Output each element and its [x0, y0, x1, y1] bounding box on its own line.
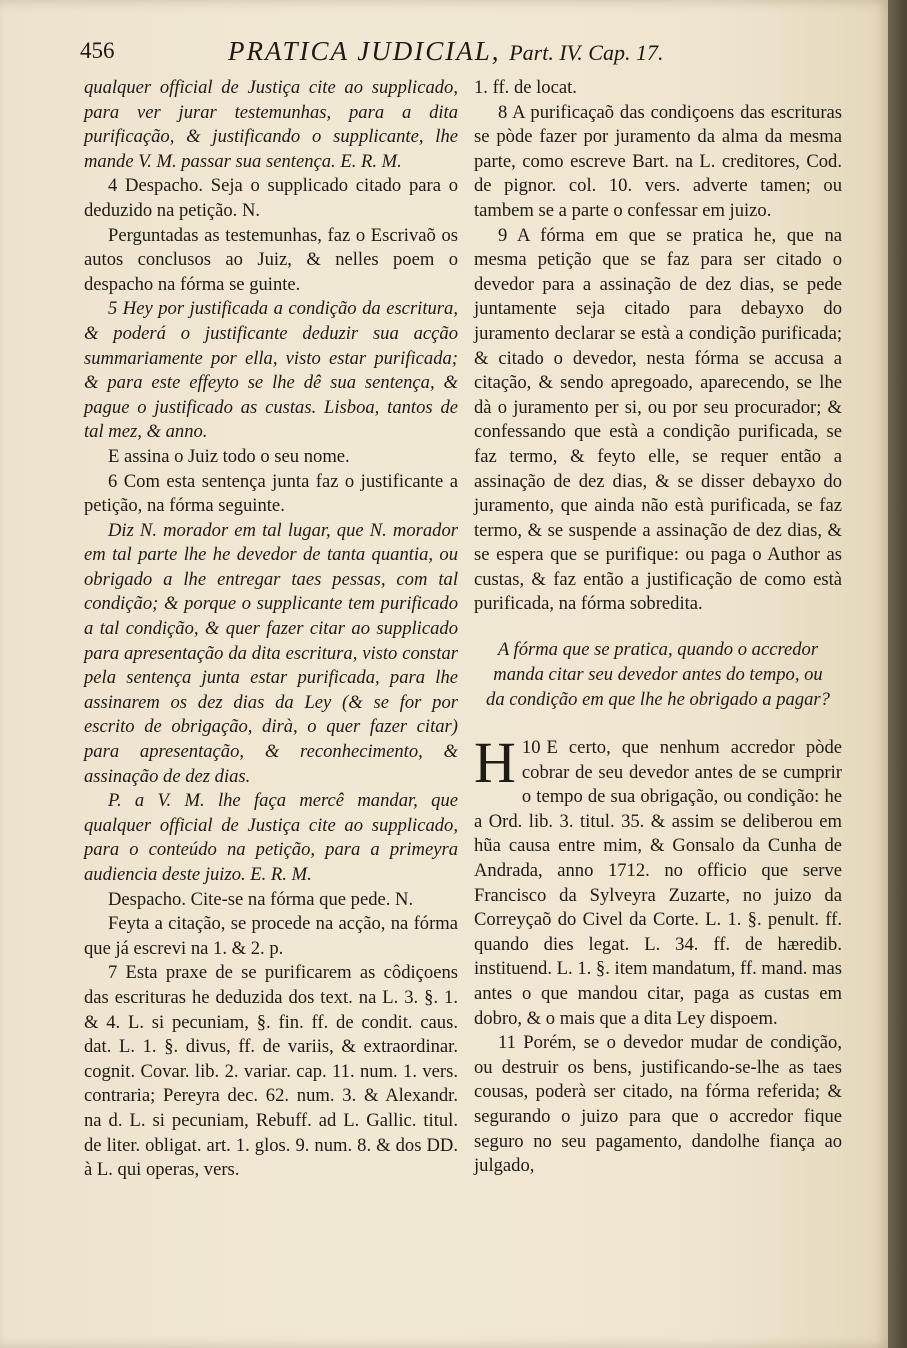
- left-column: [84, 76, 458, 1183]
- right-paragraph: 9 A fórma em que se pratica he, que na mesma petição que se faz para ser citado o devedor para a assinação de dez dias, se pede juntamente seja citado para debayxo do juramento declarar se està a condição purificada; & citado o devedor, nesta fórma se accusa a citação, & sendo apregoado, aparecendo, se lhe dà o juramento per si, ou por seu procurador; & confessando que està a condição purificada, se faz termo, & feyto elle, se requer então a assinação de dez dias, & se disser debayxo do juramento, que ainda não està purificada, se faz termo, & se suspende a assinação de dez dias, & se espera que se purifique: ou paga o Author as custas, & faz então a justificação de como està purificada, na fórma sobredita.: [474, 224, 842, 615]
- right-column: [474, 76, 842, 1179]
- paragraph-10: [474, 730, 842, 1031]
- drop-cap: H: [474, 730, 516, 796]
- running-part: Part. IV. Cap. 17.: [509, 40, 664, 65]
- left-paragraph: 7 Esta praxe de se purificarem as côdiçoens das escrituras he deduzida dos text. na L. 3. §. 1. & 4. L. si pecuniam, §. fin. ff. de condit. caus. dat. L. 1. §. divus, ff. de variis, & extraordinar. cognit. Covar. lib. 2. variar. cap. 11. num. 1. vers. contraria; Pereyra dec. 62. num. 3. & Alexandr. na d. L. si pecuniam, Rebuff. ad L. Gallic. titul. de liter. obligat. art. 1. glos. 9. num. 8. & dos DD. à L. qui operas, vers.: [84, 962, 458, 1181]
- left-paragraph: Despacho. Cite-se na fórma que pede. N.: [108, 888, 414, 910]
- left-paragraph: 5 Hey por justificada a condição da escritura, & poderá o justificante deduzir sua acção summariamente por ella, visto estar purificada; & para este effeyto se lhe dê sua sentença, & pague o justificado as custas. Lisboa, tantos de tal mez, & anno.: [84, 298, 458, 443]
- paragraph-10-number: 10: [521, 737, 541, 759]
- right-paragraph: 1. ff. de locat.: [474, 77, 577, 98]
- left-paragraph: 6 Com esta sentença junta faz o justificante a petição, na fórma seguinte.: [84, 470, 458, 517]
- left-paragraph: P. a V. M. lhe faça mercê mandar, que qualquer official de Justiça cite ao supplicado, para o conteúdo na petição, para a primeyra audiencia deste juizo. E. R. M.: [84, 790, 458, 885]
- paragraph-10-text: E certo, que nenhum accredor pòde cobrar de seu devedor antes de se cumprir o tempo de sua obrigação, ou condição: he a Ord. lib. 3. titul. 35. & assim se deliberou em hũa causa entre mim, & Gonsalo da Cunha de Andrada, anno 1712. no officio que serve Francisco da Sylveyra Zuzarte, no juizo da Correyçaõ do Civel da Corte. L. 1. §. penult. ff. quando dies legat. L. 34. ff. de hæredib. instituend. L. 1. §. item mandatum, ff. mand. mas antes o que mandou citar, paga as custas em dobro, & o mais que a dita Ley dispoem.: [474, 737, 842, 1029]
- left-paragraph: E assina o Juiz todo o seu nome.: [108, 445, 350, 467]
- section-heading: A fórma que se pratica, quando o accredor manda citar seu devedor antes do tempo, ou da condição em que lhe he obrigado a pagar?: [486, 639, 830, 711]
- left-paragraph: Diz N. morador em tal lugar, que N. morador em tal parte lhe he devedor de tanta quantia, ou obrigado a lhe entregar taes pessas, com tal condição; & porque o supplicante tem purificado a tal condição, & quer fazer citar ao supplicado para apresentação da dita escritura, visto constar pela sentença junta estar purificada, para lhe assinarem os dez dias da Ley (& se for por escrito de obrigação, dirà, o quer fazer citar) para apresentação, & reconhecimento, & assinação de dez dias.: [84, 519, 458, 787]
- left-paragraph: 4 Despacho. Seja o supplicado citado para o deduzido na petição. N.: [84, 175, 458, 221]
- left-paragraph: Feyta a citação, se procede na acção, na fórma que já escrevi na 1. & 2. p.: [84, 913, 458, 959]
- right-paragraph: 8 A purificaçaõ das condiçoens das escrituras se pòde fazer por juramento da alma da mesma parte, como escreve Bart. na L. creditores, Cod. de pignor. col. 10. vers. adverte tamen; ou tambem se a parte o confessar em juizo.: [474, 101, 842, 221]
- paragraph-11: 11 Porém, se o devedor mudar de condição, ou destruir os bens, justificando-se-lhe as taes cousas, poderà ser citado, na fórma referida; & segurando o juizo para que o accredor fique seguro no seu pagamento, dandolhe fiança ao julgado,: [474, 1032, 842, 1177]
- running-title-text: PRATICA JUDICIAL,: [228, 36, 501, 66]
- left-paragraph: qualquer official de Justiça cite ao supplicado, para ver jurar testemunhas, para a dita purificação, & justificando o supplicante, lhe mande V. M. passar sua sentença. E. R. M.: [84, 77, 458, 172]
- left-paragraph: Perguntadas as testemunhas, faz o Escrivaõ os autos conclusos ao Juiz, & nelles poem o despacho na fórma se guinte.: [84, 224, 458, 295]
- page-number: 456: [80, 38, 115, 63]
- page-header: [80, 34, 860, 70]
- running-title: [228, 36, 663, 67]
- page-edge-shadow: [888, 0, 907, 1348]
